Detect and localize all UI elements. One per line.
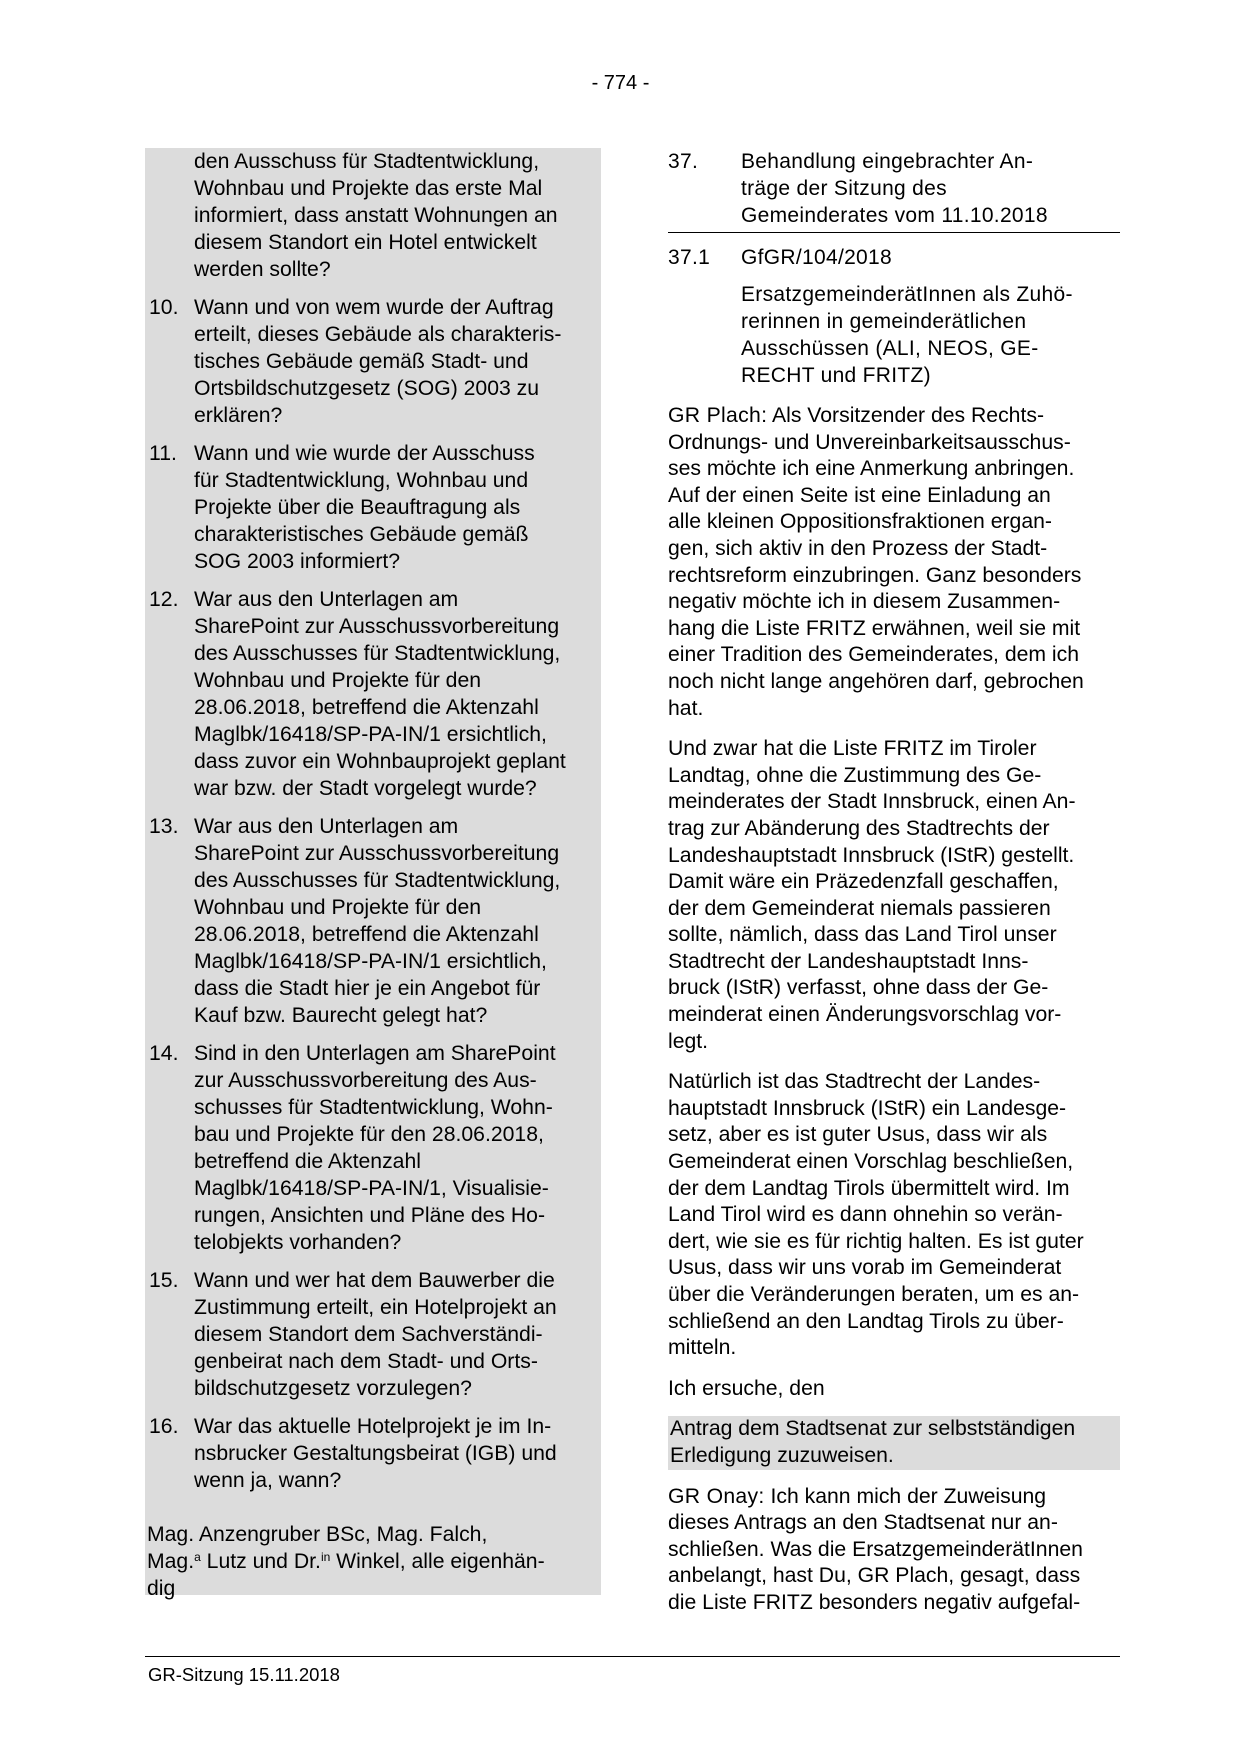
question-10: 10. Wann und von wem wurde der Auftrag erteilt, dieses Gebäude als charakteris- tisches Gebäude gemäß Stadt- und Ortsbildschutzgesetz (SOG) 2003 zu erklären? — [149, 296, 562, 427]
question-continuation: den Ausschuss für Stadtentwicklung, Wohnbau und Projekte das erste Mal informiert, dass anstatt Wohnungen an diesem Standort ein Hotel entwickelt werden sollte? — [194, 150, 558, 281]
paragraph: Natürlich ist das Stadtrecht der Landes- hauptstadt Innsbruck (IStR) ein Landesge- setz, aber es ist guter Usus, dass wir als Gemeinderat einen Vorschlag beschließen, der dem Landtag Tirols übermittelt wird. Im Land Tirol wird es dann ohnehin so verän- dert, wie sie es für richtig halten. Es ist guter Usus, dass wir uns vorab im Gemeinderat über die Veränderungen beraten, um es an- schließend an den Landtag Tirols zu über- mitteln. — [668, 1070, 1084, 1360]
signatures: Mag. Anzengruber BSc, Mag. Falch, Mag.$^a$ Lutz und Dr.$^{in}$ Winkel, alle eigenhän- dig — [147, 1523, 545, 1600]
footer-session-label: GR-Sitzung 15.11.2018 — [148, 1664, 340, 1685]
sub-item-number: 37.1 — [668, 246, 711, 269]
file-reference: GfGR/104/2018 — [741, 246, 892, 269]
speaker-name: GR Onay: — [668, 1484, 765, 1508]
question-list — [145, 294, 601, 1505]
question-15: 15. Wann und wer hat dem Bauwerber die Zustimmung erteilt, ein Hotelprojekt an diesem Standort dem Sachverständi- genbeirat nach dem Stadt- und Orts- bildschutzgesetz vorzulegen? — [149, 1269, 557, 1400]
speech-gr-onay: GR Onay: Ich kann mich der Zuweisung dieses Antrags an den Stadtsenat nur an- schließen. Was die ErsatzgemeinderätInnen anbelangt, hast Du, GR Plach, gesagt, dass die Liste FRITZ besonders negativ aufgefal- — [668, 1484, 1083, 1614]
agenda-item-heading — [668, 148, 1120, 233]
sub-item-heading — [668, 244, 1120, 271]
question-13: 13. War aus den Unterlagen am SharePoint zur Ausschussvorbereitung des Ausschusses für Stadtentwicklung, Wohnbau und Projekte für den 28.06.2018, betreffend die Aktenzahl Maglbk/16418/SP-PA-IN/1 ersichtlich, dass die Stadt hier je ein Angebot für Kauf bzw. Baurecht gelegt hat? — [149, 815, 561, 1027]
motion-highlight: Antrag dem Stadtsenat zur selbstständigen Erledigung zuzuweisen. — [668, 1416, 1120, 1469]
right-column — [668, 148, 1120, 1617]
speaker-name: GR Plach: — [668, 404, 768, 427]
paragraph: Ich ersuche, den — [668, 1376, 825, 1400]
question-11: 11. Wann und wie wurde der Ausschuss für Stadtentwicklung, Wohnbau und Projekte über die Beauftragung als charakteristisches Gebäude gemäß SOG 2003 informiert? — [149, 442, 535, 573]
question-14: 14. Sind in den Unterlagen am SharePoint zur Ausschussvorbereitung des Aus- schusses für Stadtentwicklung, Wohn- bau und Projekte für den 28.06.2018, betreffend die Aktenzahl Maglbk/16418/SP-PA-IN/1, Visualisie- rungen, Ansichten und Pläne des Ho- telobjekts vorhanden? — [149, 1042, 556, 1254]
left-column-shaded — [145, 148, 601, 1600]
footer-divider — [145, 1656, 1120, 1657]
agenda-title: Behandlung eingebrachter An- träge der Sitzung des Gemeinderates vom 11.10.2018 — [741, 150, 1048, 227]
agenda-number: 37. — [668, 150, 699, 173]
paragraph: Und zwar hat die Liste FRITZ im Tiroler Landtag, ohne die Zustimmung des Ge- meinderates der Stadt Innsbruck, einen An- trag zur Abänderung des Stadtrechts der Landeshauptstadt Innsbruck (IStR) gestellt. Damit wäre ein Präzedenzfall geschaffen, der dem Gemeinderat niemals passieren sollte, nämlich, dass das Land Tirol unser Stadtrecht der Landeshauptstadt Inns- bruck (IStR) verfasst, ohne dass der Ge- meinderat einen Änderungsvorschlag vor- legt. — [668, 737, 1076, 1053]
page-number: - 774 - — [591, 72, 650, 94]
speech-gr-plach: GR Plach: Als Vorsitzender des Rechts- Ordnungs- und Unvereinbarkeitsausschus- ses möchte ich eine Anmerkung anbringen. Auf der einen Seite ist eine Einladung an alle kleinen Oppositionsfraktionen ergan- gen, sich aktiv in den Prozess der Stadt- rechtsreform einzubringen. Ganz besonders negativ möchte ich in diesem Zusammen- hang die Liste FRITZ erwähnen, weil sie mit einer Tradition des Gemeinderates, dem ich noch nicht lange angehören darf, gebrochen hat. — [668, 404, 1084, 720]
question-12: 12. War aus den Unterlagen am SharePoint zur Ausschussvorbereitung des Ausschusses für Stadtentwicklung, Wohnbau und Projekte für den 28.06.2018, betreffend die Aktenzahl Maglbk/16418/SP-PA-IN/1 ersichtlich, dass zuvor ein Wohnbauprojekt geplant war bzw. der Stadt vorgelegt wurde? — [149, 588, 566, 800]
sub-item-subject: ErsatzgemeinderätInnen als Zuhö- rerinnen in gemeinderätlichen Ausschüssen (ALI, NEOS, GE- RECHT und FRITZ) — [741, 283, 1073, 387]
question-16: 16. War das aktuelle Hotelprojekt je im In- nsbrucker Gestaltungsbeirat (IGB) und wenn ja, wann? — [149, 1415, 557, 1492]
